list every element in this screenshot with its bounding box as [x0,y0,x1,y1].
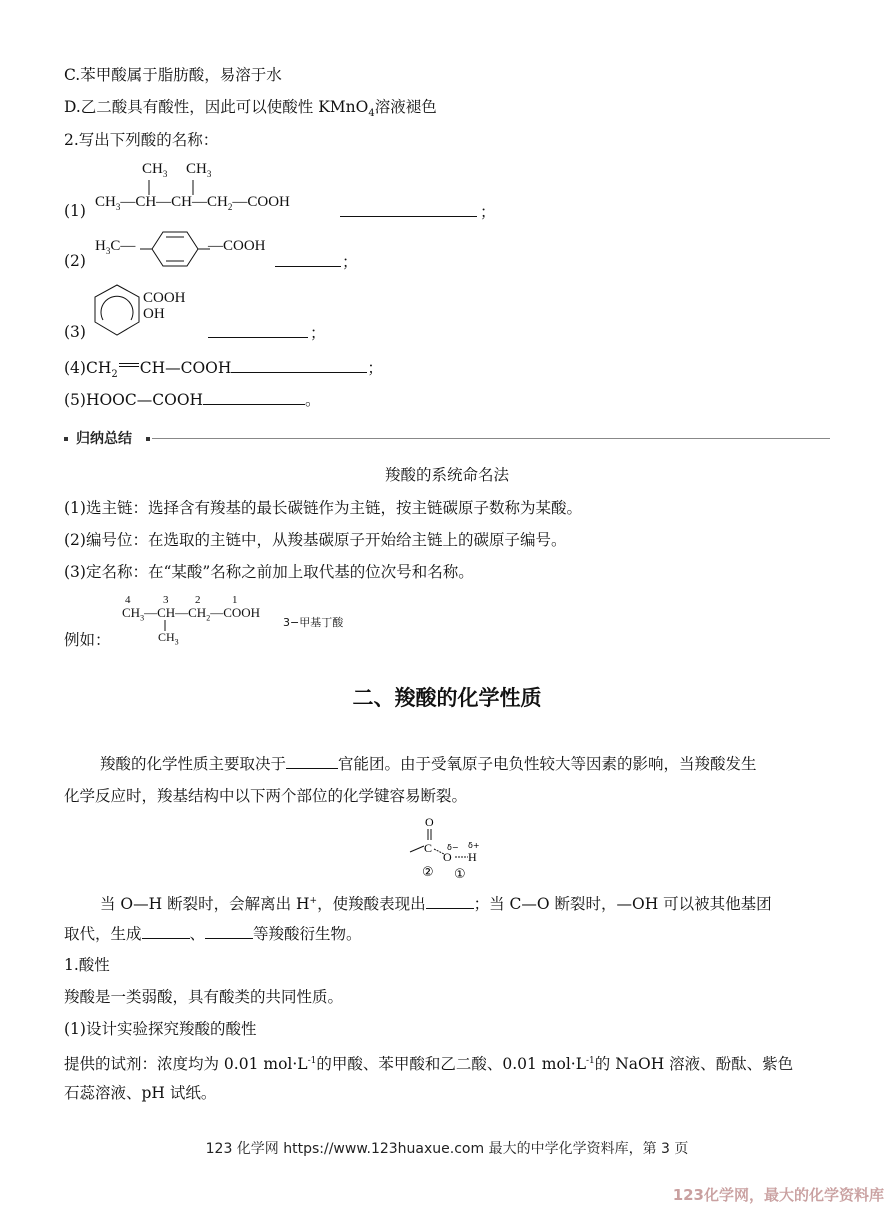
f3-cooh: COOH [143,290,186,306]
f1-methyl-2: $CH_3$ [186,161,212,179]
diagram-o: O [443,850,452,864]
q2-item-4: $(4)CH_2$ CH—COOH ； [64,356,383,386]
q2-item-1-end: ； [480,203,496,221]
summary-rule-2: (2)编号位：在选取的主链中，从羧基碳原子开始给主链上的碳原子编号。 [64,531,567,549]
summary-section-bar [64,428,830,450]
example-methyl: $CH_3$ [158,630,179,647]
acidity-title: 1.酸性 [64,956,110,974]
example-name: 3−甲基丁酸 [283,616,344,629]
answer-blank-2[interactable] [275,250,341,267]
answer-blank-derivative-2[interactable] [205,922,253,939]
summary-rule-3: (3)定名称：在“某酸”名称之前加上取代基的位次号和名称。 [64,563,474,581]
summary-label: 归纳总结 [76,431,132,447]
q2-item-3-end: ； [310,324,326,342]
question-2-title: 2.写出下列酸的名称： [64,131,219,149]
f3-oh: OH [143,306,165,322]
example-formula: $CH_3—CH—CH_2—COOH$ [122,605,261,623]
diagram-c: C [424,841,433,855]
q2-item-5: (5)HOOC—COOH 。 [64,388,321,411]
locant-1: 1 [232,594,238,606]
f2-benzene-ring [140,228,210,270]
answer-blank-5[interactable] [203,388,305,405]
carboxyl-bond-diagram [404,812,490,880]
para-1-line-1: 羧酸的化学性质主要取决于 官能团。由于受氧原子电负性较大等因素的影响，当羧酸发生 [100,752,757,775]
answer-blank-4[interactable] [231,356,367,373]
f2-carboxyl: —COOH [208,238,266,254]
acidity-desc: 羧酸是一类弱酸，具有酸类的共同性质。 [64,988,344,1006]
option-c: C.苯甲酸属于脂肪酸，易溶于水 [64,66,282,84]
answer-blank-3[interactable] [208,321,308,338]
locant-3: 3 [163,594,169,606]
f3-benzene-ring [92,282,146,340]
diagram-h: H [468,850,477,864]
diagram-delta-minus: δ− [447,843,459,852]
reagents-line-2: 石蕊溶液、pH 试纸。 [64,1084,217,1102]
para-2-line-1: 当 O—H 断裂时，会解离出 H+，使羧酸表现出 ；当 C—O 断裂时，—OH 可以被其他基团 [100,890,772,915]
para-1-line-2: 化学反应时，羧基结构中以下两个部位的化学键容易断裂。 [64,787,468,805]
section-2-title: 二、羧酸的化学性质 [352,685,542,710]
diagram-o-top: O [425,815,434,829]
watermark: 123化学网，最大的化学资料库 [672,1186,884,1204]
diagram-mark-1: ① [454,867,466,880]
locant-2: 2 [195,594,201,606]
answer-blank-1[interactable] [340,200,477,217]
q2-item-2-end: ； [342,253,358,271]
summary-heading: 羧酸的系统命名法 [384,466,509,484]
summary-rule-1: (1)选主链：选择含有羧基的最长碳链作为主链，按主链碳原子数称为某酸。 [64,499,582,517]
experiment-title: (1)设计实验探究羧酸的酸性 [64,1020,257,1038]
example-label: 例如： [64,631,111,649]
answer-blank-derivative-1[interactable] [142,922,190,939]
answer-blank-acidity[interactable] [426,892,474,909]
f1-main-chain: $CH_3—CH—CH—CH_2—COOH$ [95,194,290,212]
q2-item-2-label: (2) [64,252,86,270]
locant-4: 4 [125,594,131,606]
answer-blank-functional-group[interactable] [286,752,338,769]
page-footer: 123 化学网 https://www.123huaxue.com 最大的中学化学资料库，第 3 页 [205,1141,689,1157]
diagram-mark-2: ② [422,865,434,880]
diagram-delta-plus: δ+ [468,841,480,850]
para-2-line-2: 取代，生成 、 等羧酸衍生物。 [64,922,362,945]
option-d: D.乙二酸具有酸性，因此可以使酸性 KMnO$_4$溶液褪色 [64,98,437,120]
q2-item-1-label: (1) [64,202,86,220]
reagents-line-1: 提供的试剂：浓度均为 0.01 $mol\cdot L^{-1}$的甲酸、苯甲酸和乙二酸、0.01 $mol\cdot L^{-1}$的 NaOH 溶液、酚酞、紫色 [64,1055,794,1074]
f2-methyl: $H_3C—$ [95,238,136,256]
q2-item-3-label: (3) [64,323,86,341]
f1-methyl-1: $CH_3$ [142,161,168,179]
